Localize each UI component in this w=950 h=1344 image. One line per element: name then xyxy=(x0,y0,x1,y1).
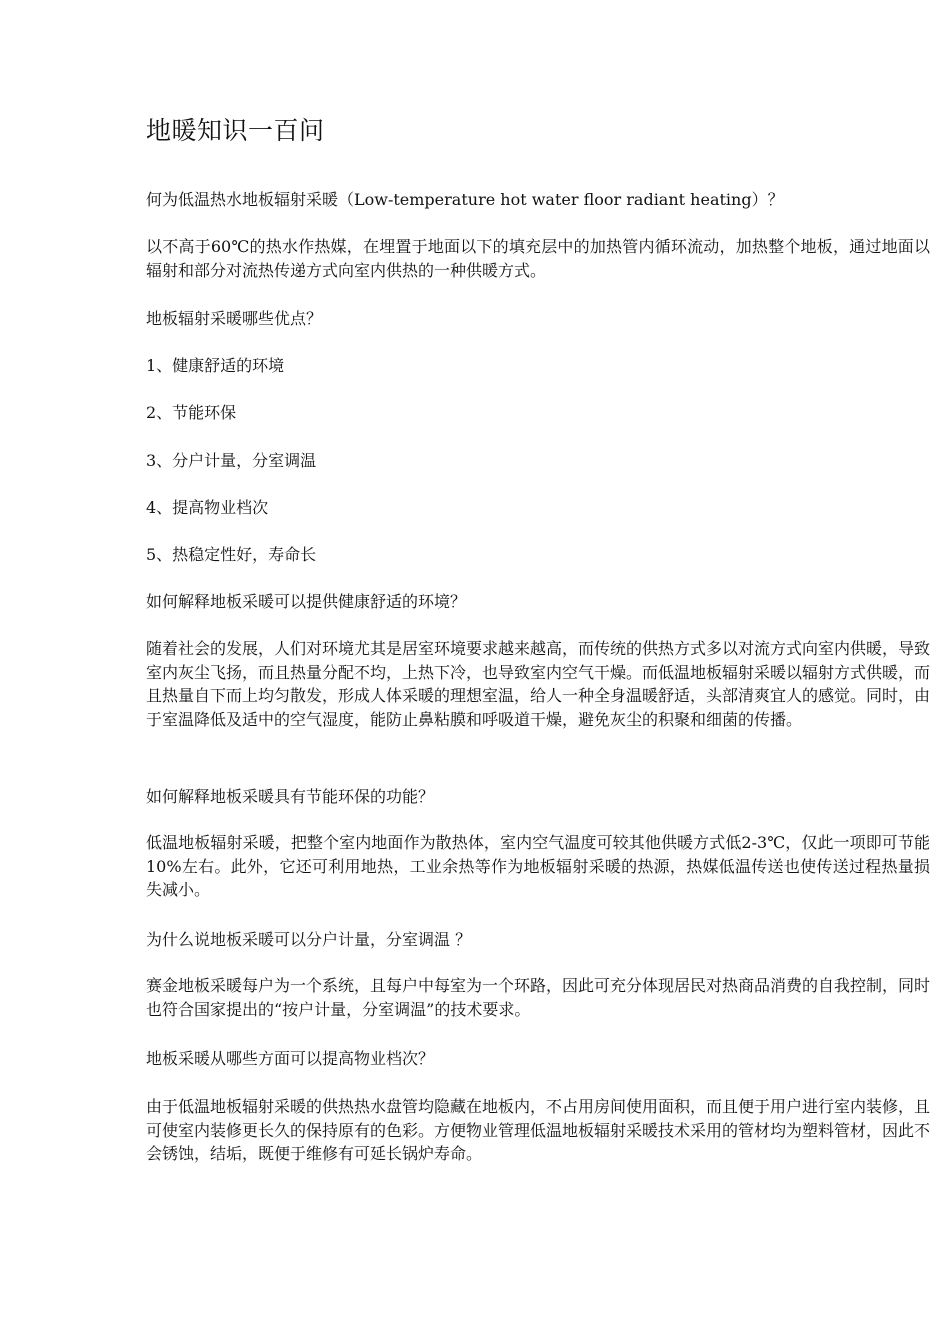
question-energy-saving: 如何解释地板采暖具有节能环保的功能？ xyxy=(146,787,435,806)
document-title: 地暖知识一百问 xyxy=(146,116,325,145)
advantage-item-3: 3、分户计量，分室调温 xyxy=(146,451,317,470)
question-metering: 为什么说地板采暖可以分户计量，分室调温 ？ xyxy=(146,930,472,949)
question-property-grade: 地板采暖从哪些方面可以提高物业档次？ xyxy=(146,1049,435,1068)
advantage-item-1: 1、健康舒适的环境 xyxy=(146,356,285,375)
question-advantages: 地板辐射采暖哪些优点？ xyxy=(146,309,323,328)
answer-definition: 以不高于60℃的热水作热媒，在埋置于地面以下的填充层中的加热管内循环流动，加热整个地板，通过地面以辐射和部分对流热传递方式向室内供热的一种供暖方式。 xyxy=(146,237,930,280)
answer-healthy-environment: 随着社会的发展，人们对环境尤其是居室环境要求越来越高，而传统的供热方式多以对流方式向室内供暖，导致室内灰尘飞扬，而且热量分配不均，上热下冷，也导致室内空气干燥。而低温地板辐射采暖以辐射方式供暖，而且热量自下而上均匀散发，形成人体采暖的理想室温，给人一种全身温暖舒适，头部清爽宜人的感觉。同时，由于室温降低及适中的空气湿度，能防止鼻粘膜和呼吸道干燥，避免灰尘的积聚和细菌的传播。 xyxy=(146,639,931,729)
answer-property-grade: 由于低温地板辐射采暖的供热热水盘管均隐藏在地板内，不占用房间使用面积，而且便于用户进行室内装修，且可使室内装修更长久的保持原有的色彩。方便物业管理低温地板辐射采暖技术采用的管材均为塑料管材，因此不会锈蚀，结垢，既便于维修有可延长锅炉寿命。 xyxy=(146,1097,931,1164)
answer-energy-saving: 低温地板辐射采暖，把整个室内地面作为散热体，室内空气温度可较其他供暖方式低2-3℃，仅此一项即可节能 10%左右。此外，它还可利用地热，工业余热等作为地板辐射采暖的热源，热媒低温传送也使传送过程热量损失减小。 xyxy=(146,833,930,900)
advantage-item-4: 4、提高物业档次 xyxy=(146,498,269,517)
question-definition: 何为低温热水地板辐射采暖（Low-temperature hot water floor radiant heating）？ xyxy=(146,190,784,209)
advantage-item-5: 5、热稳定性好，寿命长 xyxy=(146,545,317,564)
question-healthy-environment: 如何解释地板采暖可以提供健康舒适的环境？ xyxy=(146,592,467,611)
advantage-item-2: 2、节能环保 xyxy=(146,403,237,422)
answer-metering: 赛金地板采暖每户为一个系统，且每户中每室为一个环路，因此可充分体现居民对热商品消费的自我控制，同时也符合国家提出的“按户计量，分室调温”的技术要求。 xyxy=(146,976,931,1019)
